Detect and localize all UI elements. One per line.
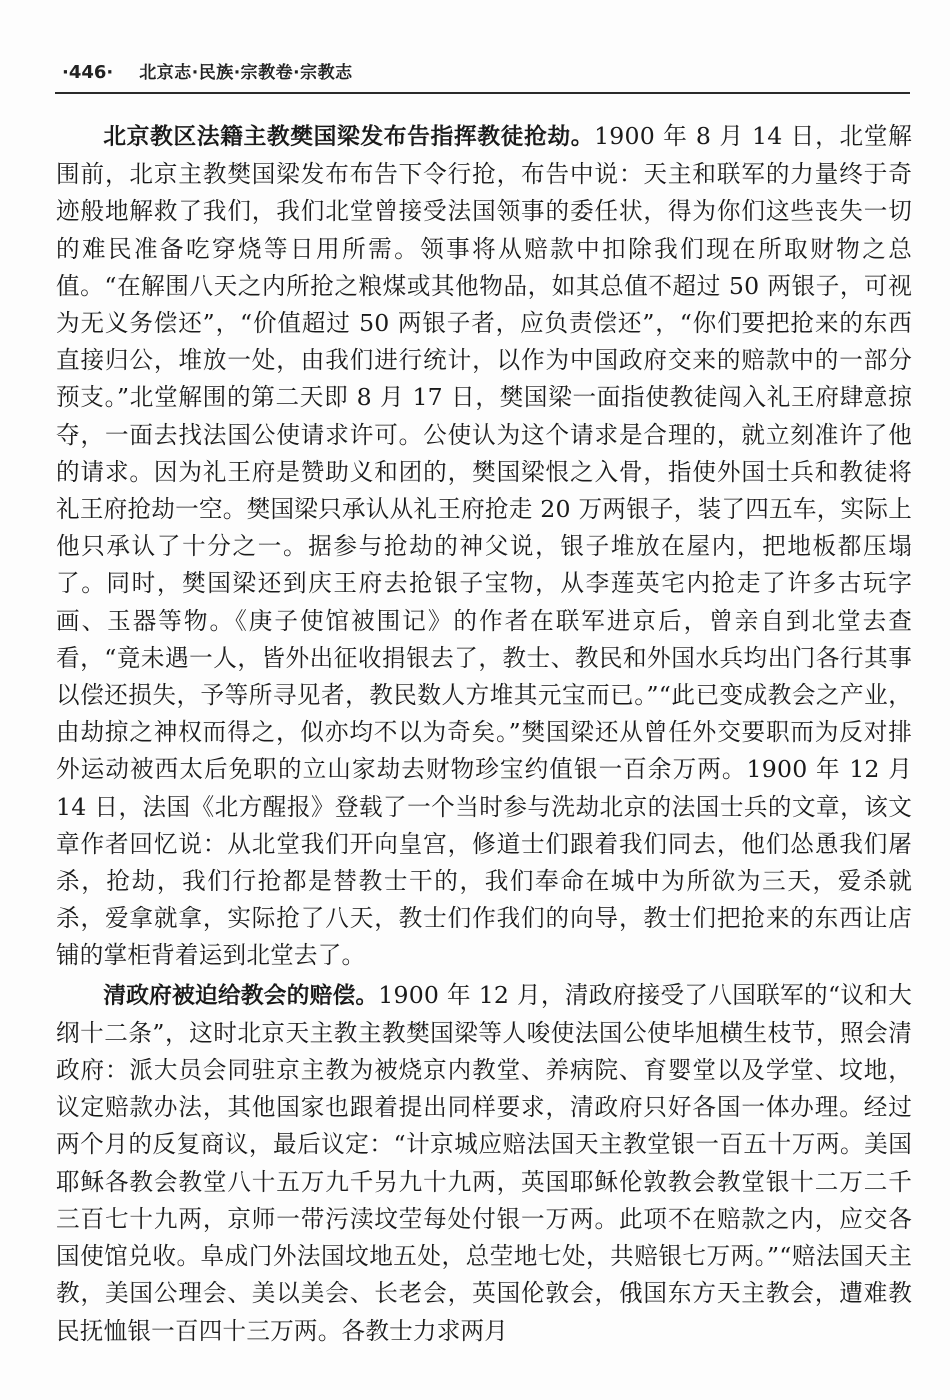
book-title: 北京志·民族·宗教卷·宗教志: [139, 63, 353, 83]
page-number: ·446·: [62, 62, 114, 83]
running-header: [62, 58, 353, 83]
header-divider: [55, 92, 910, 94]
paragraph-1-text: 1900 年 8 月 14 日，北堂解围前，北京主教樊国梁发布布告下令行抢，布告中说：天主和联军的力量终于奇迹般地解救了我们，我们北堂曾接受法国领事的委任状，得为你们这些丧失一切的难民准备吃穿烧等日用所需。领事将从赔款中扣除我们现在所取财物之总值。“在解围八天之内所抢之粮煤或其他物品，如其总值不超过 50 两银子，可视为无义务偿还”，“价值超过 50 两银子者，应负责偿还”，“你们要把抢来的东西直接归公，堆放一处，由我们进行统计，以作为中国政府交来的赔款中的一部分预支。”北堂解围的第二天即 8 月 17 日，樊国梁一面指使教徒闯入礼王府肆意掠夺，一面去找法国公使请求许可。公使认为这个请求是合理的，就立刻准许了他的请求。因为礼王府是赞助义和团的，樊国梁恨之入骨，指使外国士兵和教徒将礼王府抢劫一空。樊国梁只承认从礼王府抢走 20 万两银子，装了四五车，实际上他只承认了十分之一。据参与抢劫的神父说，银子堆放在屋内，把地板都压塌了。同时，樊国梁还到庆王府去抢银子宝物，从李莲英宅内抢走了许多古玩字画、玉器等物。《庚子使馆被围记》的作者在联军进京后，曾亲自到北堂去查看，“竟未遇一人，皆外出征收捐银去了，教士、教民和外国水兵均出门各行其事以偿还损失，予等所寻见者，教民数人方堆其元宝而已。”“此已变成教会之产业，由劫掠之神权而得之，似亦均不以为奇矣。”樊国梁还从曾任外交要职而为反对排外运动被西太后免职的立山家劫去财物珍宝约值银一百余万两。1900 年 12 月 14 日，法国《北方醒报》登载了一个当时参与洗劫北京的法国士兵的文章，该文章作者回忆说：从北堂我们开向皇宫，修道士们跟着我们同去，他们怂恿我们屠杀，抢劫，我们行抢都是替教士干的，我们奉命在城中为所欲为三天，爱杀就杀，爱拿就拿，实际抢了八天，教士们作我们的向导，教士们把抢来的东西让店铺的掌柜背着运到北堂去了。: [56, 122, 912, 970]
paragraph-2: [56, 977, 912, 1350]
paragraph-1-heading: 北京教区法籍主教樊国梁发布告指挥教徒抢劫。: [103, 124, 595, 150]
paragraph-2-heading: 清政府被迫给教会的赔偿。: [103, 982, 379, 1009]
paragraph-2-text: 1900 年 12 月，清政府接受了八国联军的“议和大纲十二条”，这时北京天主教主教樊国梁等人唆使法国公使毕旭横生枝节，照会清政府：派大员会同驻京主教为被烧京内教堂、养病院、育婴堂以及学堂、坟地，议定赔款办法，其他国家也跟着提出同样要求，清政府只好各国一体办理。经过两个月的反复商议，最后议定：“计京城应赔法国天主教堂银一百五十万两。美国耶稣各教会教堂八十五万九千另九十九两，英国耶稣伦敦教会教堂银十二万二千三百七十九两，京师一带污渎坟茔每处付银一万两。此项不在赔款之内，应交各国使馆兑收。阜成门外法国坟地五处，总茔地七处，共赔银七万两。”“赔法国天主教，美国公理会、美以美会、长老会，英国伦敦会，俄国东方天主教会，遭难教民抚恤银一百四十三万两。各教士力求两月: [56, 980, 912, 1345]
paragraph-1: [56, 118, 912, 975]
body-text: [56, 118, 912, 1352]
